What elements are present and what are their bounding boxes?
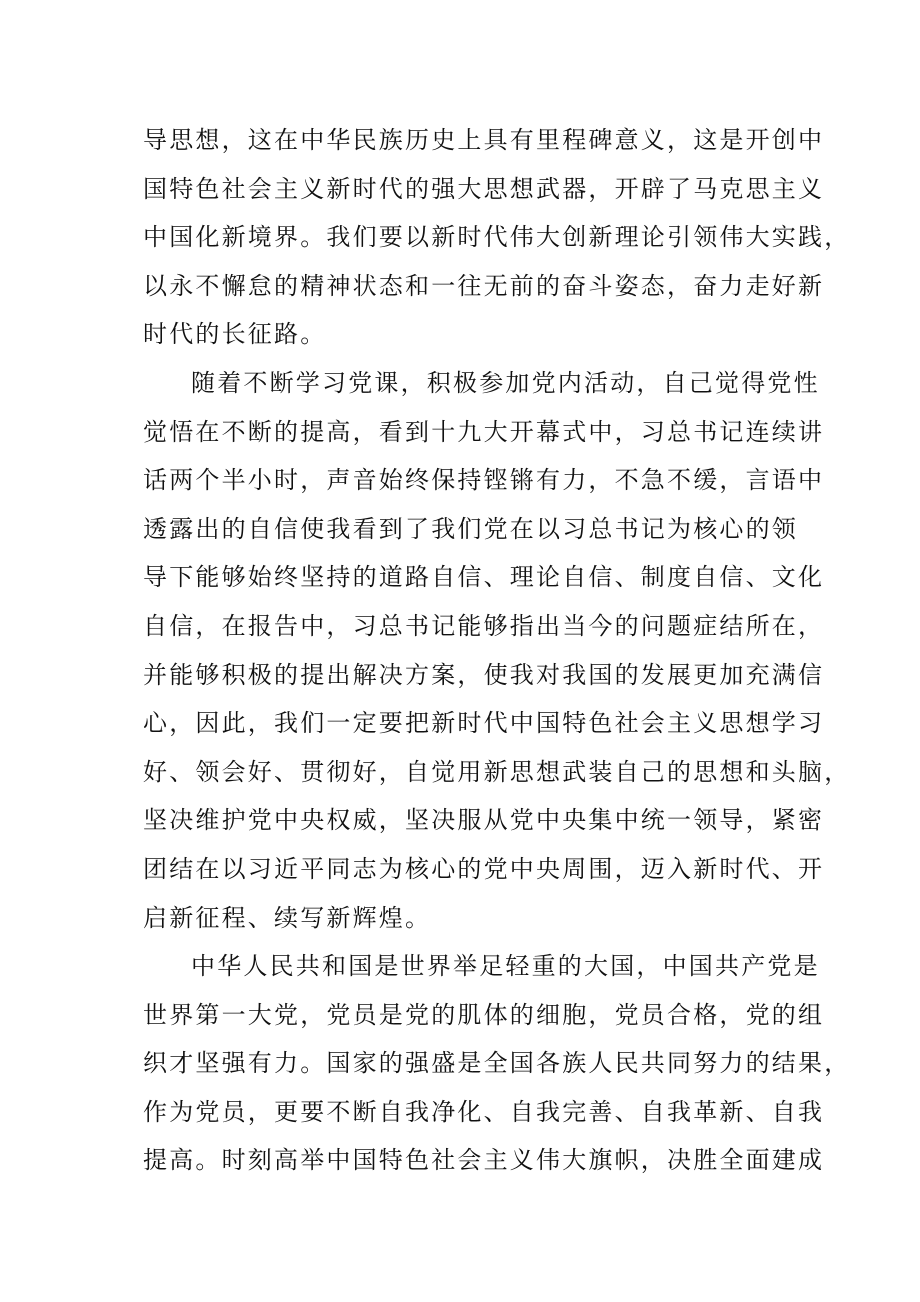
- paragraph-1: [143, 116, 851, 359]
- text-line: 以永不懈怠的精神状态和一往无前的奋斗姿态，奋力走好新: [143, 271, 825, 300]
- text-line: 导思想，这在中华民族历史上具有里程碑意义，这是开创中: [143, 126, 825, 154]
- text-line: 透露出的自信使我看到了我们党在以习总书记为核心的领: [143, 514, 798, 543]
- text-line: 导下能够始终坚持的道路自信、理论自信、制度自信、文化: [143, 563, 825, 592]
- text-line: 自信，在报告中，习总书记能够指出当今的问题症结所在，: [143, 611, 825, 640]
- text-line: 中国化新境界。我们要以新时代伟大创新理论引领伟大实践，: [143, 223, 851, 252]
- text-line: 心，因此，我们一定要把新时代中国特色社会主义思想学习: [143, 709, 825, 738]
- document-body: [143, 116, 851, 1185]
- text-line: 并能够积极的提出解决方案，使我对我国的发展更加充满信: [143, 660, 825, 689]
- text-line: 话两个半小时，声音始终保持铿锵有力，不急不缓，言语中: [143, 466, 825, 495]
- paragraph-3: [143, 942, 851, 1185]
- text-line: 觉悟在不断的提高，看到十九大开幕式中，习总书记连续讲: [143, 417, 825, 446]
- text-line: 启新征程、续写新辉煌。: [143, 903, 432, 932]
- text-line: 世界第一大党，党员是党的肌体的细胞，党员合格，党的组: [143, 1000, 825, 1029]
- paragraph-2: [143, 359, 851, 942]
- text-line: 提高。时刻高举中国特色社会主义伟大旗帜，决胜全面建成: [143, 1146, 825, 1175]
- text-line: 好、领会好、贯彻好，自觉用新思想武装自己的思想和头脑，: [143, 757, 851, 786]
- text-line: 国特色社会主义新时代的强大思想武器，开辟了马克思主义: [143, 174, 825, 203]
- text-line: 作为党员，更要不断自我净化、自我完善、自我革新、自我: [143, 1097, 825, 1126]
- text-line: 织才坚强有力。国家的强盛是全国各族人民共同努力的结果，: [143, 1049, 851, 1078]
- text-line: 随着不断学习党课，积极参加党内活动，自己觉得党性: [191, 368, 820, 397]
- text-line: 坚决维护党中央权威，坚决服从党中央集中统一领导，紧密: [143, 806, 825, 835]
- text-line: 中华人民共和国是世界举足轻重的大国，中国共产党是: [191, 952, 820, 981]
- text-line: 时代的长征路。: [143, 320, 327, 349]
- text-line: 团结在以习近平同志为核心的党中央周围，迈入新时代、开: [143, 854, 825, 883]
